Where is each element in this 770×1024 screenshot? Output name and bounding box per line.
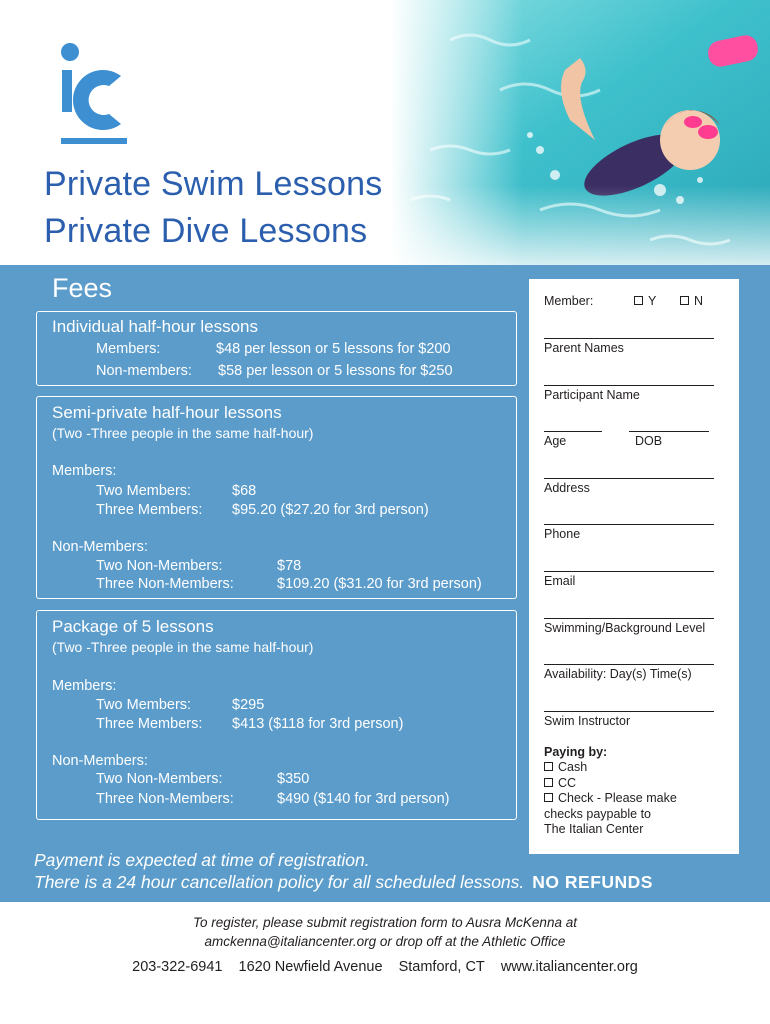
header — [0, 0, 770, 265]
dob-line[interactable] — [629, 431, 709, 432]
individual-members-value: $48 per lesson or 5 lessons for $200 — [216, 341, 451, 357]
member-yes-option[interactable] — [634, 294, 656, 309]
parent-name-line[interactable] — [544, 338, 714, 339]
individual-lessons-box — [36, 311, 517, 386]
pay-check-label-1: Check - Please make — [558, 791, 677, 805]
age-line[interactable] — [544, 431, 602, 432]
participant-name-line[interactable] — [544, 385, 714, 386]
semi-three-members-value: $95.20 ($27.20 for 3rd person) — [232, 502, 429, 518]
semi-three-members-label: Three Members: — [96, 502, 203, 518]
individual-nonmembers-value: $58 per lesson or 5 lessons for $250 — [218, 363, 453, 379]
email-label: Email — [544, 574, 576, 588]
contact-city: Stamford, CT — [398, 959, 485, 975]
checkbox-icon — [544, 762, 553, 771]
package-two-nonmembers-value: $350 — [277, 771, 310, 787]
checkbox-icon — [544, 793, 553, 802]
pay-cash-option[interactable] — [544, 760, 587, 775]
availability-label: Availability: Day(s) Time(s) — [544, 667, 692, 681]
age-label: Age — [544, 434, 567, 448]
address-line[interactable] — [544, 478, 714, 479]
package-nonmembers-heading: Non-Members: — [52, 753, 148, 769]
individual-nonmembers-label: Non-members: — [96, 363, 192, 379]
dob-label: DOB — [635, 434, 663, 448]
pay-check-label-2: checks paypable to — [544, 807, 652, 821]
registration-form — [529, 279, 739, 854]
individual-title: Individual half-hour lessons — [52, 317, 259, 336]
semi-members-heading: Members: — [52, 463, 117, 479]
level-line[interactable] — [544, 618, 714, 619]
parent-name-label: Parent Names — [544, 341, 624, 355]
semi-three-nonmembers-value: $109.20 ($31.20 for 3rd person) — [277, 576, 482, 592]
register-instructions-1: To register, please submit registration form to Ausra McKenna at — [193, 915, 577, 930]
phone-line[interactable] — [544, 524, 714, 525]
italian-center-logo — [55, 42, 135, 152]
member-no-option[interactable] — [680, 294, 703, 309]
pay-cc-option[interactable] — [544, 776, 576, 791]
register-instructions-2: amckenna@italiancenter.org or drop off at the Athletic Office — [204, 934, 566, 949]
availability-line[interactable] — [544, 664, 714, 665]
paying-by-label: Paying by: — [544, 745, 608, 759]
contact-bar — [0, 957, 770, 977]
checkbox-icon — [634, 296, 643, 305]
package-title: Package of 5 lessons — [52, 617, 214, 636]
semi-two-nonmembers-label: Two Non-Members: — [96, 558, 223, 574]
checkbox-icon — [544, 778, 553, 787]
participant-name-label: Participant Name — [544, 388, 640, 402]
package-two-members-label: Two Members: — [96, 697, 192, 713]
member-yes-label: Y — [648, 294, 657, 308]
member-no-label: N — [694, 294, 704, 308]
package-three-members-value: $413 ($118 for 3rd person) — [232, 716, 404, 732]
package-members-heading: Members: — [52, 678, 117, 694]
package-two-nonmembers-label: Two Non-Members: — [96, 771, 223, 787]
package-two-members-value: $295 — [232, 697, 265, 713]
contact-phone[interactable]: 203-322-6941 — [132, 959, 223, 975]
semi-two-members-value: $68 — [232, 483, 257, 499]
payment-notice: Payment is expected at time of registration. — [34, 850, 370, 870]
no-refunds-badge: NO REFUNDS — [532, 872, 653, 892]
instructor-line[interactable] — [544, 711, 714, 712]
member-label: Member: — [544, 294, 594, 308]
pay-check-option[interactable] — [544, 791, 677, 806]
semi-nonmembers-heading: Non-Members: — [52, 539, 148, 555]
package-three-members-label: Three Members: — [96, 716, 203, 732]
page-title-swim: Private Swim Lessons — [44, 165, 383, 203]
package-three-nonmembers-value: $490 ($140 for 3rd person) — [277, 791, 450, 807]
contact-address: 1620 Newfield Avenue — [238, 959, 383, 975]
semi-two-nonmembers-value: $78 — [277, 558, 302, 574]
semi-private-lessons-box — [36, 396, 517, 599]
cancellation-text: There is a 24 hour cancellation policy for all scheduled lessons. — [34, 872, 525, 892]
level-label: Swimming/Background Level — [544, 621, 706, 635]
semi-private-title: Semi-private half-hour lessons — [52, 403, 282, 422]
pay-cc-label: CC — [558, 776, 577, 790]
package-three-nonmembers-label: Three Non-Members: — [96, 791, 234, 807]
page-title-dive: Private Dive Lessons — [44, 212, 368, 250]
semi-private-subtitle: (Two -Three people in the same half-hour) — [52, 425, 314, 441]
instructor-label: Swim Instructor — [544, 714, 631, 728]
phone-label: Phone — [544, 527, 581, 541]
cancellation-notice — [34, 871, 653, 893]
individual-members-label: Members: — [96, 341, 161, 357]
pay-check-label-3: The Italian Center — [544, 822, 644, 836]
email-line[interactable] — [544, 571, 714, 572]
semi-two-members-label: Two Members: — [96, 483, 192, 499]
semi-three-nonmembers-label: Three Non-Members: — [96, 576, 234, 592]
contact-website[interactable]: www.italiancenter.org — [500, 959, 638, 975]
package-subtitle: (Two -Three people in the same half-hour) — [52, 639, 314, 655]
address-label: Address — [544, 481, 590, 495]
checkbox-icon — [680, 296, 689, 305]
package-lessons-box — [36, 610, 517, 820]
fees-heading: Fees — [52, 273, 113, 303]
pay-cash-label: Cash — [558, 760, 588, 774]
swimmer-photo — [390, 0, 770, 265]
